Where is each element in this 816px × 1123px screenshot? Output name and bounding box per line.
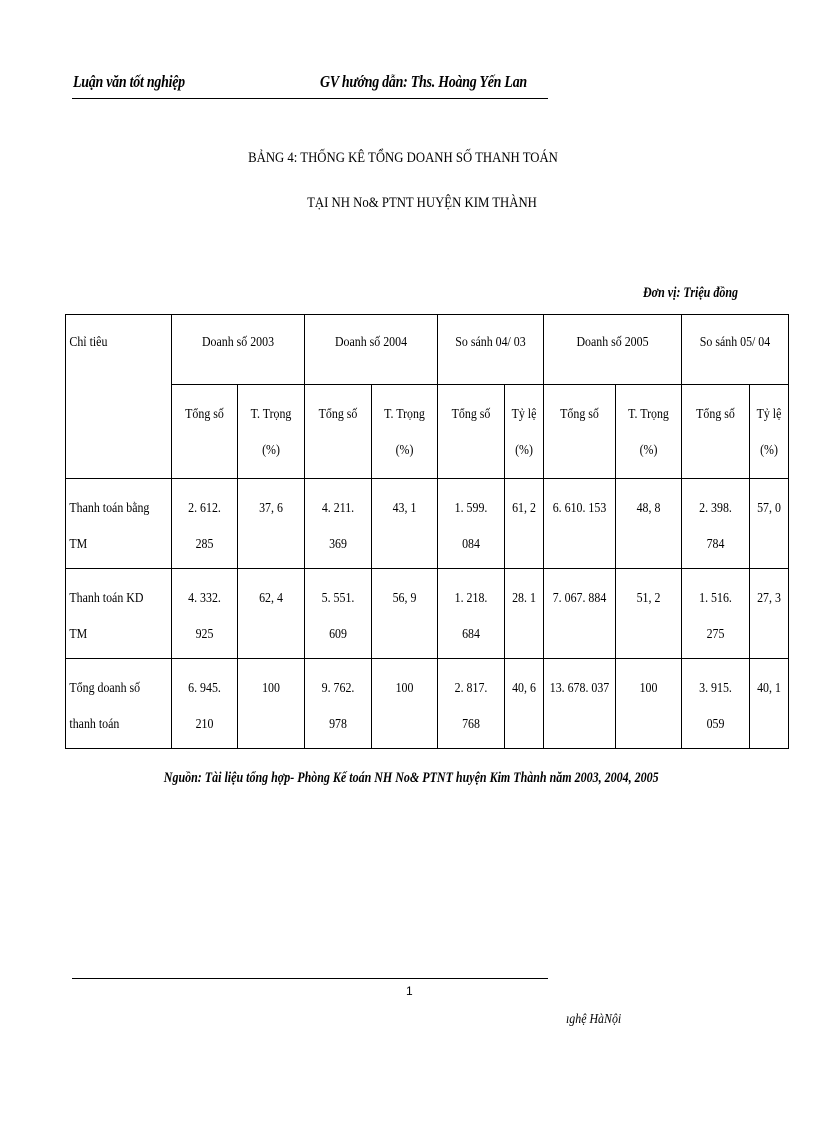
table-row [66, 479, 789, 569]
table-cell: 13. 678. 037 [544, 659, 616, 749]
subheader-total: Tổng số [682, 385, 750, 479]
header-group-compare-04-03: So sánh 04/ 03 [438, 315, 544, 385]
table-title: BẢNG 4: THỐNG KÊ TỔNG DOANH SỐ THANH TOÁN [248, 150, 558, 166]
page-number: 1 [406, 984, 413, 998]
table-cell: 48, 8 [616, 479, 682, 569]
table-cell: 40, 6 [505, 659, 544, 749]
row-label: Thanh toán KD TM [66, 569, 172, 659]
subheader-ratio: Tỷ lệ (%) [750, 385, 789, 479]
table-subtitle: TẠI NH No& PTNT HUYỆN KIM THÀNH [307, 195, 537, 211]
table-cell: 40, 1 [750, 659, 789, 749]
header-group-2005: Doanh số 2005 [544, 315, 682, 385]
header-rule [72, 98, 548, 99]
table-cell: 51, 2 [616, 569, 682, 659]
header-right: GV hướng dẫn: Ths. Hoàng Yến Lan [320, 72, 527, 91]
table-cell: 5. 551. 609 [305, 569, 372, 659]
footer-text: ıghệ HàNội [566, 1012, 622, 1027]
header-cell-indicator: Chỉ tiêu [66, 315, 172, 479]
table-cell: 100 [616, 659, 682, 749]
table-cell: 9. 762. 978 [305, 659, 372, 749]
table-cell: 37, 6 [238, 479, 305, 569]
subheader-weight: T. Trọng (%) [616, 385, 682, 479]
table-cell: 4. 211. 369 [305, 479, 372, 569]
table-cell: 57, 0 [750, 479, 789, 569]
table-cell: 6. 610. 153 [544, 479, 616, 569]
footer-rule [72, 978, 548, 979]
subheader-ratio: Tỷ lệ (%) [505, 385, 544, 479]
table-row [66, 569, 789, 659]
row-label: Tổng doanh số thanh toán [66, 659, 172, 749]
table-cell: 2. 612. 285 [172, 479, 238, 569]
unit-label: Đơn vị: Triệu đồng [643, 285, 738, 301]
table-cell: 2. 817. 768 [438, 659, 505, 749]
table-cell: 2. 398. 784 [682, 479, 750, 569]
table-row [66, 659, 789, 749]
table-cell: 61, 2 [505, 479, 544, 569]
subheader-weight: T. Trọng (%) [238, 385, 305, 479]
table-cell: 56, 9 [372, 569, 438, 659]
header-group-2004: Doanh số 2004 [305, 315, 438, 385]
table-cell: 100 [372, 659, 438, 749]
table-cell: 3. 915. 059 [682, 659, 750, 749]
table-cell: 6. 945. 210 [172, 659, 238, 749]
source-note: Nguồn: Tài liệu tổng hợp- Phòng Kế toán NH No& PTNT huyện Kim Thành năm 2003, 2004, 2005 [163, 770, 659, 786]
table-cell: 28. 1 [505, 569, 544, 659]
row-label: Thanh toán bằng TM [66, 479, 172, 569]
header-group-2003: Doanh số 2003 [172, 315, 305, 385]
table-cell: 62, 4 [238, 569, 305, 659]
subheader-total: Tổng số [544, 385, 616, 479]
table-cell: 43, 1 [372, 479, 438, 569]
table-cell: 1. 218. 684 [438, 569, 505, 659]
table-cell: 27, 3 [750, 569, 789, 659]
subheader-total: Tổng số [305, 385, 372, 479]
header-group-compare-05-04: So sánh 05/ 04 [682, 315, 789, 385]
subheader-total: Tổng số [438, 385, 505, 479]
table-cell: 7. 067. 884 [544, 569, 616, 659]
table-cell: 100 [238, 659, 305, 749]
subheader-weight: T. Trọng (%) [372, 385, 438, 479]
statistics-table [65, 314, 789, 749]
table-cell: 1. 599. 084 [438, 479, 505, 569]
table-cell: 1. 516. 275 [682, 569, 750, 659]
subheader-total: Tổng số [172, 385, 238, 479]
table-cell: 4. 332. 925 [172, 569, 238, 659]
header-left: Luận văn tốt nghiệp [73, 72, 185, 91]
